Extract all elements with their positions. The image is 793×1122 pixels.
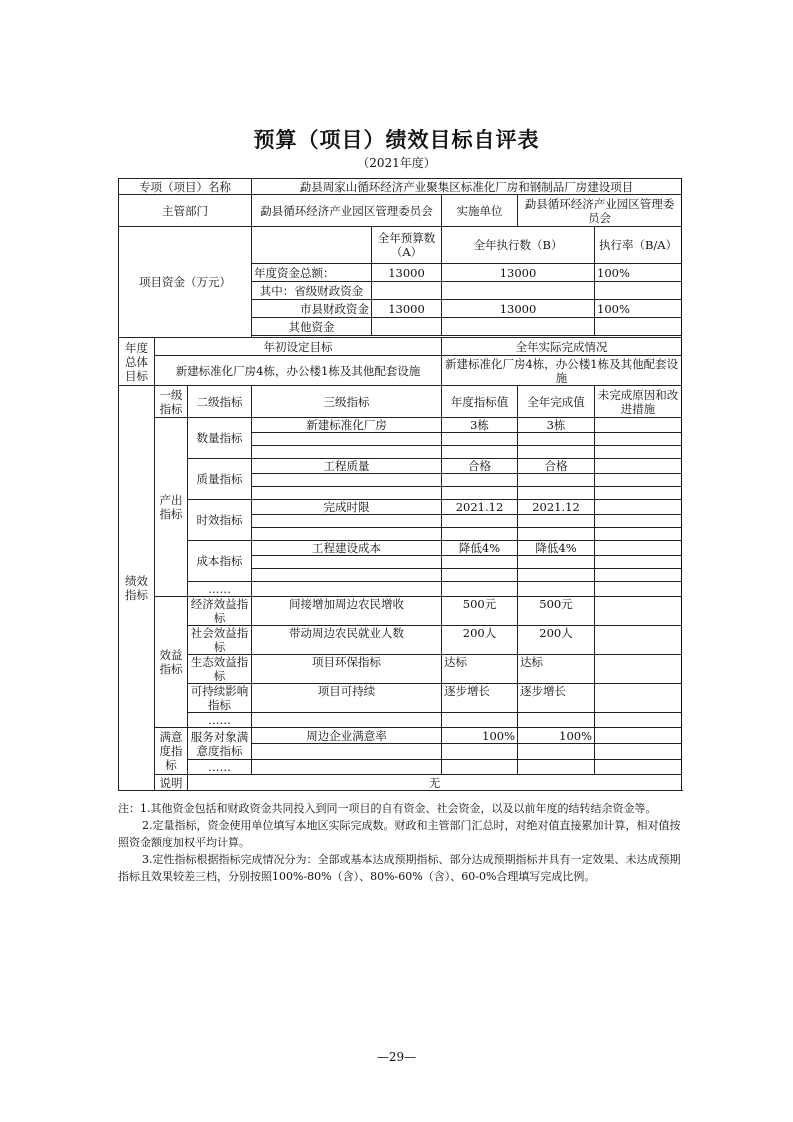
year-subtitle: （2021年度）	[357, 156, 436, 170]
funds-row-budget: 13000	[372, 300, 442, 318]
empty-cell	[595, 569, 682, 582]
header-actual: 全年完成值	[518, 386, 595, 418]
social-label: 社会效益指标	[188, 626, 252, 655]
satisfaction-indicators-label: 满意度指标	[155, 728, 188, 775]
funds-row-name: 市县财政资金	[252, 300, 372, 318]
empty-cell	[518, 487, 595, 500]
cost-reason	[595, 541, 682, 556]
annual-goal-label: 年度总体目标	[119, 338, 155, 386]
funds-label: 项目资金（万元）	[119, 227, 252, 338]
page-title: 预算（项目）绩效目标自评表	[253, 127, 540, 152]
funds-row-budget	[372, 318, 442, 336]
project-name-value: 勐县周家山循环经济产业聚集区标准化厂房和钢制品厂房建设项目	[252, 179, 682, 195]
funds-row-rate: 100%	[595, 300, 682, 318]
empty-cell	[252, 713, 442, 728]
ecological-item: 项目环保指标	[252, 655, 442, 684]
empty-cell	[595, 446, 682, 459]
empty-cell	[518, 474, 595, 487]
goal-actual-text: 新建标准化厂房4栋，办公楼1栋及其他配套设施	[442, 356, 682, 386]
empty-cell	[518, 760, 595, 775]
ecological-target: 达标	[442, 655, 518, 684]
funds-row-rate	[595, 282, 682, 300]
header-level3: 三级指标	[252, 386, 442, 418]
empty-cell	[518, 515, 595, 528]
economic-label: 经济效益指标	[188, 597, 252, 626]
header-target: 年度指标值	[442, 386, 518, 418]
footnote-3: 3.定性指标根据指标完成情况分为：全部或基本达成预期指标、部分达成预期指标并具有一定效果、未达成预期指标且效果较差三档，分别按照100%-80%（含）、80%-60%（含）、60-0%合理填写完成比例。	[118, 853, 681, 883]
cost-label: 成本指标	[188, 541, 252, 582]
empty-cell	[252, 760, 442, 775]
empty-cell	[595, 760, 682, 775]
economic-actual: 500元	[518, 597, 595, 626]
remark-value: 无	[188, 775, 682, 791]
cost-actual: 降低4%	[518, 541, 595, 556]
empty-cell	[595, 433, 682, 446]
empty-cell	[442, 556, 518, 569]
benefit-indicators-label: 效益指标	[155, 597, 188, 728]
funds-row-exec	[442, 318, 595, 336]
funds-row-name: 其中：省级财政资金	[252, 282, 372, 300]
quantity-label: 数量指标	[188, 418, 252, 459]
ecological-actual: 达标	[518, 655, 595, 684]
sustainability-actual: 逐步增长	[518, 684, 595, 713]
empty-cell	[252, 582, 442, 597]
empty-cell	[252, 515, 442, 528]
timeliness-reason	[595, 500, 682, 515]
empty-cell	[252, 487, 442, 500]
header-level2: 二级指标	[188, 386, 252, 418]
empty-cell	[252, 433, 442, 446]
footnote-2: 2.定量指标，资金使用单位填写本地区实际完成数。财政和主管部门汇总时，对绝对值直接累加计算，相对值按照资金额度加权平均计算。	[118, 819, 681, 849]
timeliness-label: 时效指标	[188, 500, 252, 541]
performance-indicators-label: 绩效指标	[119, 386, 155, 791]
empty-cell	[595, 713, 682, 728]
empty-cell	[442, 433, 518, 446]
economic-target: 500元	[442, 597, 518, 626]
funds-row-exec	[442, 282, 595, 300]
dept-value: 勐县循环经济产业园区管理委员会	[252, 195, 442, 227]
funds-blank-header	[252, 227, 372, 264]
page-number: —29—	[376, 1050, 417, 1064]
empty-cell	[442, 528, 518, 541]
empty-cell	[518, 446, 595, 459]
output-more: ……	[188, 582, 252, 597]
funds-row-name: 其他资金	[252, 318, 372, 336]
empty-cell	[442, 760, 518, 775]
empty-cell	[442, 487, 518, 500]
goal-actual-header: 全年实际完成情况	[442, 338, 682, 356]
empty-cell	[252, 744, 442, 760]
empty-cell	[595, 528, 682, 541]
funds-row-rate	[595, 318, 682, 336]
timeliness-target: 2021.12	[442, 500, 518, 515]
empty-cell	[518, 713, 595, 728]
quality-target: 合格	[442, 459, 518, 474]
empty-cell	[595, 487, 682, 500]
satisfaction-actual: 100%	[518, 728, 595, 744]
ecological-reason	[595, 655, 682, 684]
cost-item: 工程建设成本	[252, 541, 442, 556]
funds-row-rate: 100%	[595, 264, 682, 282]
remark-label: 说明	[155, 775, 188, 791]
empty-cell	[442, 744, 518, 760]
empty-cell	[442, 569, 518, 582]
empty-cell	[442, 582, 518, 597]
empty-cell	[252, 528, 442, 541]
funds-header-exec: 全年执行数（B）	[442, 227, 595, 264]
empty-cell	[252, 569, 442, 582]
impl-unit-value: 勐县循环经济产业园区管理委员会	[518, 195, 682, 227]
empty-cell	[518, 582, 595, 597]
satisfaction-item: 周边企业满意率	[252, 728, 442, 744]
goal-planned-text: 新建标准化厂房4栋，办公楼1栋及其他配套设施	[155, 356, 442, 386]
empty-cell	[442, 446, 518, 459]
empty-cell	[252, 474, 442, 487]
funds-row-exec: 13000	[442, 264, 595, 282]
empty-cell	[252, 446, 442, 459]
social-item: 带动周边农民就业人数	[252, 626, 442, 655]
empty-cell	[595, 582, 682, 597]
empty-cell	[442, 474, 518, 487]
empty-cell	[518, 744, 595, 760]
funds-row-name: 年度资金总额：	[252, 264, 372, 282]
economic-item: 间接增加周边农民增收	[252, 597, 442, 626]
benefit-more: ……	[188, 713, 252, 728]
quality-item: 工程质量	[252, 459, 442, 474]
footnote-1: 注：1.其他资金包括和财政资金共同投入到同一项目的自有资金、社会资金，以及以前年度的结转结余资金等。	[118, 802, 657, 815]
self-evaluation-table	[118, 178, 682, 791]
empty-cell	[595, 744, 682, 760]
empty-cell	[442, 515, 518, 528]
empty-cell	[595, 515, 682, 528]
timeliness-actual: 2021.12	[518, 500, 595, 515]
funds-header-rate: 执行率（B/A）	[595, 227, 682, 264]
quantity-reason	[595, 418, 682, 433]
sustainability-target: 逐步增长	[442, 684, 518, 713]
ecological-label: 生态效益指标	[188, 655, 252, 684]
service-satisfaction-label: 服务对象满意度指标	[188, 728, 252, 760]
empty-cell	[442, 713, 518, 728]
funds-header-budget: 全年预算数（A）	[372, 227, 442, 264]
empty-cell	[595, 556, 682, 569]
funds-row-budget: 13000	[372, 264, 442, 282]
satisfaction-target: 100%	[442, 728, 518, 744]
dept-label: 主管部门	[119, 195, 252, 227]
quality-actual: 合格	[518, 459, 595, 474]
quality-reason	[595, 459, 682, 474]
sustainability-item: 项目可持续	[252, 684, 442, 713]
project-name-label: 专项（项目）名称	[119, 179, 252, 195]
social-actual: 200人	[518, 626, 595, 655]
empty-cell	[518, 528, 595, 541]
header-reason: 未完成原因和改进措施	[595, 386, 682, 418]
goal-planned-header: 年初设定目标	[155, 338, 442, 356]
funds-row-budget	[372, 282, 442, 300]
timeliness-item: 完成时限	[252, 500, 442, 515]
satisfaction-more: ……	[188, 760, 252, 775]
quantity-item: 新建标准化厂房	[252, 418, 442, 433]
sustainability-label: 可持续影响指标	[188, 684, 252, 713]
impl-unit-label: 实施单位	[442, 195, 518, 227]
quantity-target: 3栋	[442, 418, 518, 433]
empty-cell	[518, 556, 595, 569]
quantity-actual: 3栋	[518, 418, 595, 433]
empty-cell	[252, 556, 442, 569]
quality-label: 质量指标	[188, 459, 252, 500]
social-reason	[595, 626, 682, 655]
social-target: 200人	[442, 626, 518, 655]
empty-cell	[595, 474, 682, 487]
satisfaction-reason	[595, 728, 682, 744]
footnotes	[118, 800, 683, 885]
cost-target: 降低4%	[442, 541, 518, 556]
header-level1: 一级指标	[155, 386, 188, 418]
sustainability-reason	[595, 684, 682, 713]
empty-cell	[518, 433, 595, 446]
economic-reason	[595, 597, 682, 626]
output-indicators-label: 产出指标	[155, 418, 188, 597]
empty-cell	[518, 569, 595, 582]
funds-row-exec: 13000	[442, 300, 595, 318]
